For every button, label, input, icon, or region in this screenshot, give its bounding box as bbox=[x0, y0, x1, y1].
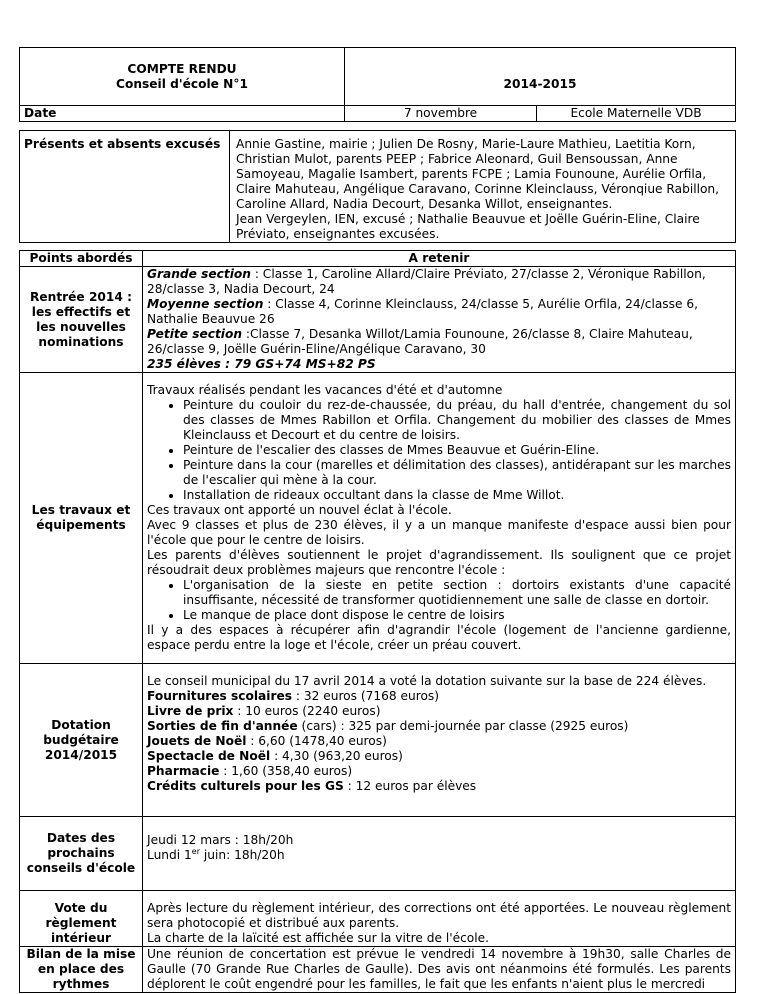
section-label-dates: Dates des prochains conseils d'école bbox=[20, 817, 143, 891]
list-item: • Peinture du couloir du rez-de-chaussée, du préau, du hall d'entrée, changement du sol des classes de Mmes Rabillon et Orfila. Changement du mobilier des classes de Mmes Kleinclauss et Decourt et du centre de loisirs. bbox=[183, 398, 731, 443]
school-year: 2014-2015 bbox=[345, 48, 736, 106]
travaux-p1: Ces travaux ont apporté un nouvel éclat à l'école. bbox=[147, 503, 452, 517]
list-item: • L'organisation de la sieste en petite section : dortoirs existants d'une capacité insuffisante, nécessité de transformer quotidiennement une salle de classe en dortoir. bbox=[183, 578, 731, 608]
document-title bbox=[20, 48, 345, 106]
dotation-line: Sorties de fin d'année (cars) : 325 par demi-journée par classe (2925 euros) bbox=[147, 719, 629, 733]
list-item: • Peinture dans la cour (marelles et délimitation des classes), antidérapant sur les marches de l'escalier qui mène à la cour. bbox=[183, 458, 731, 488]
header-table bbox=[19, 47, 736, 122]
date-label: Date bbox=[20, 106, 345, 122]
dotation-line: Crédits culturels pour les GS : 12 euros par élèves bbox=[147, 779, 477, 793]
list-item: • Le manque de place dont dispose le centre de loisirs bbox=[183, 608, 731, 623]
travaux-p2: Avec 9 classes et plus de 230 élèves, il y a un manque manifeste d'espace aussi bien pour l'école que pour le centre de loisirs. bbox=[147, 518, 731, 547]
attendance-table bbox=[19, 130, 736, 243]
travaux-p4: Il y a des espaces à récupérer afin d'agrandir l'école (logement de l'ancienne gardienne, espace perdu entre la loge et l'école, créer un préau couvert. bbox=[147, 623, 731, 652]
travaux-list bbox=[147, 398, 731, 503]
school-name: Ecole Maternelle VDB bbox=[537, 106, 736, 122]
section-label-rythmes: Bilan de la mise en place des rythmes bbox=[20, 947, 143, 993]
title-line2: Conseil d'école N°1 bbox=[116, 76, 248, 91]
dates-line1: Jeudi 12 mars : 18h/20h bbox=[147, 833, 294, 847]
dotation-line: Fournitures scolaires : 32 euros (7168 euros) bbox=[147, 689, 440, 703]
section-label-rentree: Rentrée 2014 : les effectifs et les nouvelles nominations bbox=[20, 267, 143, 373]
rentree-gs: Grande section : Classe 1, Caroline Allard/Claire Préviato, 27/classe 2, Véronique Rabillon, 28/classe 3, Nadia Decourt, 24 bbox=[147, 267, 706, 296]
dotation-line: Jouets de Noël : 6,60 (1478,40 euros) bbox=[147, 734, 387, 748]
col-header-retenir: A retenir bbox=[143, 251, 736, 267]
travaux-list-2 bbox=[147, 578, 731, 623]
dates-line2: Lundi 1er juin: 18h/20h bbox=[147, 846, 285, 862]
section-content-vote bbox=[143, 891, 736, 947]
list-item: • Installation de rideaux occultant dans la classe de Mme Willot. bbox=[183, 488, 731, 503]
date-value: 7 novembre bbox=[345, 106, 537, 122]
section-content-dotation bbox=[143, 664, 736, 817]
vote-p2: La charte de la laïcité est affichée sur la vitre de l'école. bbox=[147, 931, 489, 945]
section-content-rythmes: Une réunion de concertation est prévue le vendredi 14 novembre à 19h30, salle Charles de Gaulle (70 Grande Rue Charles de Gaulle). Des avis ont néanmoins été formulés. Les parents déplorent le coût engendré pour les familles, le fait que les enfants n'aient plus le mercredi bbox=[143, 947, 736, 993]
col-header-points: Points abordés bbox=[20, 251, 143, 267]
rentree-total: 235 élèves : 79 GS+74 MS+82 PS bbox=[147, 357, 376, 371]
attendance-excused: Jean Vergeylen, IEN, excusé ; Nathalie Beauvue et Joëlle Guérin-Eline, Claire Préviato, enseignantes excusées. bbox=[236, 212, 700, 241]
attendance-present: Annie Gastine, mairie ; Julien De Rosny, Marie-Laure Mathieu, Laetitia Korn, Christian Mulot, parents PEEP ; Fabrice Aleonard, Guil Bensoussan, Anne Samoyeau, Magalie Isambert, parents FCPE ; Lamia Founoune, Aurélie Orfila, Claire Mahuteau, Angélique Caravano, Corinne Kleinclauss, Véronqiue Rabillon, Caroline Allard, Nadia Decourt, Desanka Willot, enseignantes. bbox=[236, 137, 720, 211]
section-label-dotation: Dotation budgétaire 2014/2015 bbox=[20, 664, 143, 817]
section-label-travaux: Les travaux et équipements bbox=[20, 373, 143, 664]
dotation-line: Livre de prix : 10 euros (2240 euros) bbox=[147, 704, 381, 718]
section-content-travaux bbox=[143, 373, 736, 664]
title-line1: COMPTE RENDU bbox=[127, 61, 237, 76]
dotation-line: Pharmacie : 1,60 (358,40 euros) bbox=[147, 764, 353, 778]
dotation-line: Spectacle de Noël : 4,30 (963,20 euros) bbox=[147, 749, 403, 763]
section-label-vote: Vote du règlement intérieur bbox=[20, 891, 143, 947]
vote-p1: Après lecture du règlement intérieur, des corrections ont été apportées. Le nouveau règlement sera photocopié et distribué aux parents. bbox=[147, 901, 731, 930]
section-content-dates bbox=[143, 817, 736, 891]
dotation-intro: Le conseil municipal du 17 avril 2014 a voté la dotation suivante sur la base de 224 élèves. bbox=[147, 674, 707, 688]
rentree-ps: Petite section :Classe 7, Desanka Willot/Lamia Founoune, 26/classe 8, Claire Mahuteau, 26/classe 9, Joëlle Guérin-Eline/Angélique Caravano, 30 bbox=[147, 327, 693, 356]
list-item: • Peinture de l'escalier des classes de Mmes Beauvue et Guérin-Eline. bbox=[183, 443, 731, 458]
attendance-label: Présents et absents excusés bbox=[20, 131, 230, 243]
rentree-ms: Moyenne section : Classe 4, Corinne Kleinclauss, 24/classe 5, Aurélie Orfila, 24/classe 6, Nathalie Beauvue 26 bbox=[147, 297, 699, 326]
section-content-rentree bbox=[143, 267, 736, 373]
travaux-p3: Les parents d'élèves soutiennent le projet d'agrandissement. Ils soulignent que ce projet résoudrait deux problèmes majeurs que rencontre l'école : bbox=[147, 548, 731, 577]
travaux-intro: Travaux réalisés pendant les vacances d'été et d'automne bbox=[147, 383, 503, 397]
attendance-content bbox=[230, 131, 736, 243]
agenda-table bbox=[19, 250, 736, 993]
